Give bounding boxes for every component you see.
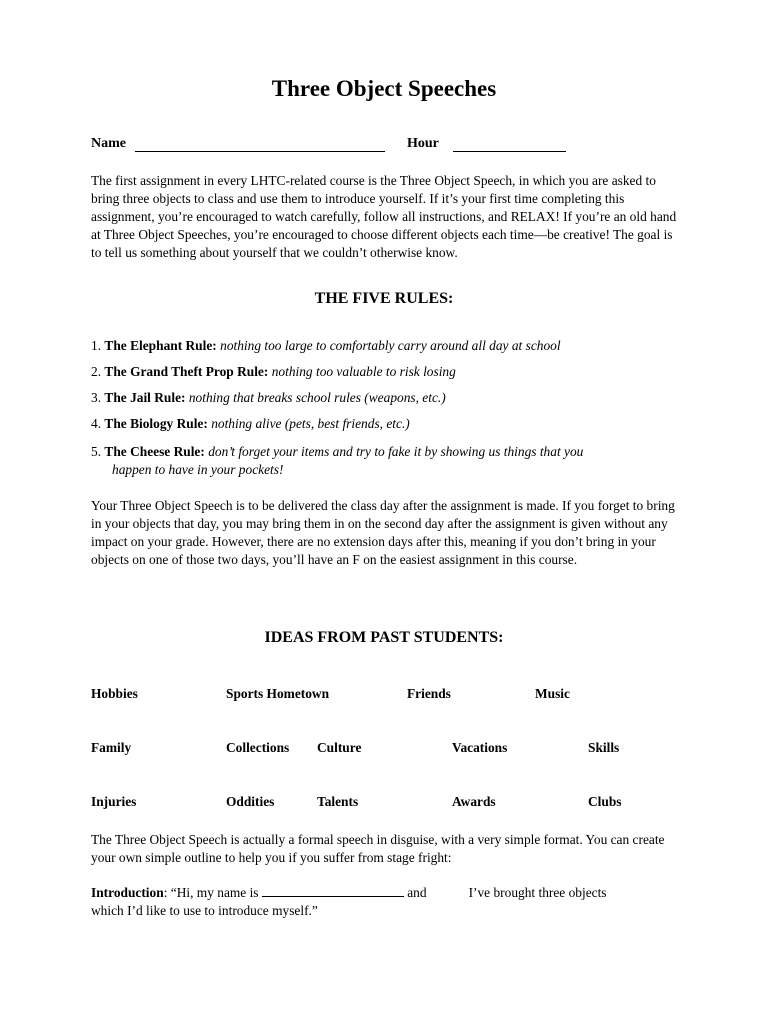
idea-item: Music xyxy=(535,686,570,701)
rule-description: nothing too valuable to risk losing xyxy=(271,364,456,379)
rule-description: don’t forget your items and try to fake it by showing us things that you xyxy=(208,444,584,459)
introduction-outline xyxy=(91,884,681,920)
idea-item: Sports Hometown xyxy=(226,686,330,701)
ideas-heading: IDEAS FROM PAST STUDENTS: xyxy=(264,629,504,646)
introduction-text-line2: which I’d like to use to introduce myself.” xyxy=(91,903,318,918)
introduction-text: : “Hi, my name is xyxy=(163,885,262,900)
idea-item: Clubs xyxy=(588,794,622,809)
name-label: Name xyxy=(91,136,126,151)
rule-description: nothing that breaks school rules (weapons, etc.) xyxy=(188,390,446,405)
rules-heading: THE FIVE RULES: xyxy=(314,290,454,307)
rule-description-continued: happen to have in your pockets! xyxy=(112,462,284,477)
idea-item: Hobbies xyxy=(91,686,138,701)
idea-item: Oddities xyxy=(226,794,275,809)
introduction-and: and xyxy=(403,885,427,900)
rule-item xyxy=(91,363,681,381)
rule-item xyxy=(91,443,681,479)
rule-number: 1. xyxy=(91,338,102,353)
idea-item: Awards xyxy=(452,794,496,809)
idea-item: Culture xyxy=(317,740,362,755)
rule-item xyxy=(91,415,681,433)
rule-number: 3. xyxy=(91,390,102,405)
rule-item xyxy=(91,337,681,355)
rule-name: The Cheese Rule: xyxy=(104,444,205,459)
idea-item: Talents xyxy=(317,794,359,809)
rule-name: The Grand Theft Prop Rule: xyxy=(104,364,269,379)
rule-name: The Jail Rule: xyxy=(104,390,186,405)
idea-item: Friends xyxy=(407,686,451,701)
idea-item: Vacations xyxy=(452,740,508,755)
introduction-label: Introduction xyxy=(91,885,164,900)
rule-item xyxy=(91,389,681,407)
introduction-text-after: I’ve brought three objects xyxy=(468,885,607,900)
page-title: Three Object Speeches xyxy=(271,76,497,101)
name-blank-line xyxy=(262,884,404,897)
rule-description: nothing alive (pets, best friends, etc.) xyxy=(211,416,410,431)
rule-number: 5. xyxy=(91,444,102,459)
idea-item: Injuries xyxy=(91,794,137,809)
hour-blank-line xyxy=(453,151,566,152)
rule-name: The Elephant Rule: xyxy=(104,338,217,353)
hour-label: Hour xyxy=(407,136,439,151)
idea-item: Family xyxy=(91,740,132,755)
idea-item: Skills xyxy=(588,740,620,755)
rule-description: nothing too large to comfortably carry around all day at school xyxy=(220,338,561,353)
idea-item: Collections xyxy=(226,740,290,755)
format-paragraph: The Three Object Speech is actually a formal speech in disguise, with a very simple format. You can create your own simple outline to help you if you suffer from stage fright: xyxy=(91,832,665,865)
rule-number: 2. xyxy=(91,364,102,379)
rule-number: 4. xyxy=(91,416,102,431)
intro-paragraph: The first assignment in every LHTC-related course is the Three Object Speech, in which you are asked to bring three objects to class and use them to introduce yourself. If it’s your first time completing this assignment, you’re encouraged to watch carefully, follow all instructions, and RELAX! If you’re an old hand at Three Object Speeches, you’re encouraged to choose different objects each time—be creative! The goal is to tell us something about yourself that we couldn’t otherwise know. xyxy=(91,173,677,260)
rule-name: The Biology Rule: xyxy=(104,416,208,431)
name-blank-line xyxy=(135,151,385,152)
deadline-paragraph: Your Three Object Speech is to be delivered the class day after the assignment is made. If you forget to bring in your objects that day, you may bring them in on the second day after the assignment is given without any impact on your grade. However, there are no extension days after this, meaning if you don’t bring in your objects on one of those two days, you’ll have an F on the easiest assignment in this course. xyxy=(91,498,675,567)
